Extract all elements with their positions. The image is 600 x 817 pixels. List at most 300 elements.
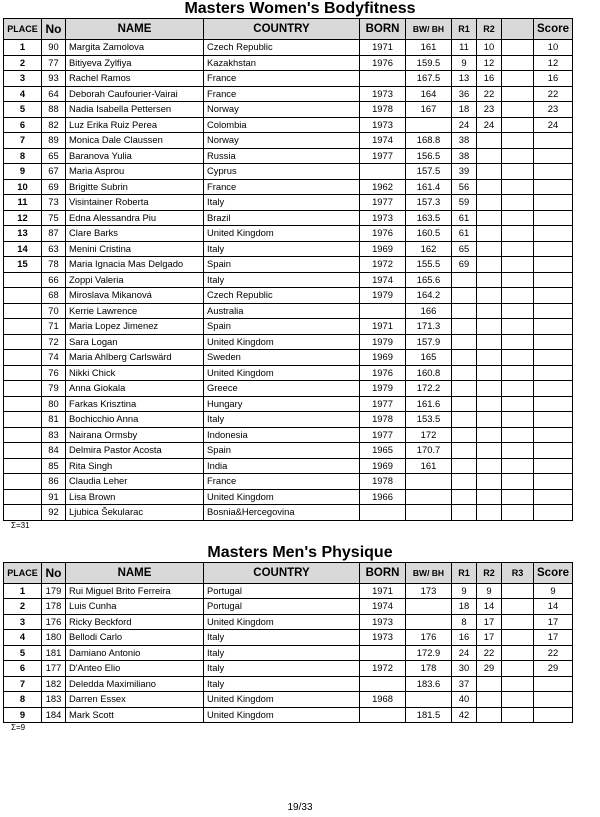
cell-born: 1972: [360, 661, 406, 677]
cell-country: United Kingdom: [204, 692, 360, 708]
cell-bw: 165.6: [406, 272, 452, 288]
cell-name: Rachel Ramos: [66, 71, 204, 87]
table-row: [4, 257, 573, 273]
cell-born: 1977: [360, 427, 406, 443]
cell-place: 8: [4, 692, 42, 708]
cell-r2: [477, 272, 502, 288]
cell-no: 179: [42, 583, 66, 599]
cell-place: 5: [4, 645, 42, 661]
cell-no: 182: [42, 676, 66, 692]
cell-score: [534, 319, 573, 335]
col-header-place: PLACE: [4, 562, 42, 583]
cell-empty: [502, 427, 534, 443]
cell-no: 85: [42, 458, 66, 474]
cell-place: 9: [4, 707, 42, 723]
cell-empty: [502, 71, 534, 87]
cell-name: Brigitte Subrin: [66, 179, 204, 195]
women-table-body: [4, 40, 573, 521]
cell-country: Italy: [204, 195, 360, 211]
cell-country: France: [204, 474, 360, 490]
cell-empty: [502, 630, 534, 646]
cell-score: [534, 164, 573, 180]
cell-country: Italy: [204, 241, 360, 257]
cell-bw: 172: [406, 427, 452, 443]
cell-r1: [452, 319, 477, 335]
cell-score: [534, 148, 573, 164]
cell-place: [4, 334, 42, 350]
cell-score: [534, 257, 573, 273]
cell-name: Bitiyeva Zylfiya: [66, 55, 204, 71]
cell-r2: [477, 489, 502, 505]
cell-r1: [452, 272, 477, 288]
cell-r1: 24: [452, 645, 477, 661]
col-header-born: BORN: [360, 562, 406, 583]
cell-no: 78: [42, 257, 66, 273]
cell-r1: [452, 288, 477, 304]
cell-r1: [452, 489, 477, 505]
cell-place: 1: [4, 583, 42, 599]
cell-r1: 16: [452, 630, 477, 646]
cell-bw: [406, 692, 452, 708]
cell-bw: 181.5: [406, 707, 452, 723]
cell-empty: [502, 117, 534, 133]
cell-score: 10: [534, 40, 573, 56]
cell-place: 8: [4, 148, 42, 164]
cell-score: 24: [534, 117, 573, 133]
cell-name: Ljubica Šekularac: [66, 505, 204, 521]
cell-r1: 65: [452, 241, 477, 257]
cell-name: Bochicchio Anna: [66, 412, 204, 428]
cell-r2: [477, 443, 502, 459]
cell-score: [534, 179, 573, 195]
cell-no: 84: [42, 443, 66, 459]
cell-r2: 10: [477, 40, 502, 56]
cell-r2: 9: [477, 583, 502, 599]
cell-r2: [477, 257, 502, 273]
cell-born: 1973: [360, 86, 406, 102]
cell-country: Russia: [204, 148, 360, 164]
cell-score: 17: [534, 630, 573, 646]
cell-r2: 14: [477, 599, 502, 615]
cell-r1: 24: [452, 117, 477, 133]
cell-country: Italy: [204, 645, 360, 661]
cell-name: Luz Erika Ruiz Perea: [66, 117, 204, 133]
cell-name: Luis Cunha: [66, 599, 204, 615]
table-row: [4, 583, 573, 599]
cell-place: 7: [4, 133, 42, 149]
cell-no: 71: [42, 319, 66, 335]
table-row: [4, 427, 573, 443]
cell-place: 1: [4, 40, 42, 56]
cell-place: [4, 288, 42, 304]
table-row: [4, 458, 573, 474]
cell-empty: [502, 458, 534, 474]
cell-no: 91: [42, 489, 66, 505]
col-header-place: PLACE: [4, 19, 42, 40]
cell-born: [360, 645, 406, 661]
cell-country: Cyprus: [204, 164, 360, 180]
col-header-name: NAME: [66, 562, 204, 583]
cell-r2: 29: [477, 661, 502, 677]
cell-bw: 166: [406, 303, 452, 319]
cell-empty: [502, 179, 534, 195]
cell-no: 74: [42, 350, 66, 366]
cell-score: 22: [534, 86, 573, 102]
cell-no: 86: [42, 474, 66, 490]
cell-score: 29: [534, 661, 573, 677]
cell-country: Bosnia&Hercegovina: [204, 505, 360, 521]
cell-r1: 69: [452, 257, 477, 273]
cell-empty: [502, 396, 534, 412]
cell-score: [534, 443, 573, 459]
men-results-table: [3, 562, 573, 724]
cell-empty: [502, 226, 534, 242]
col-header-r3: R3: [502, 562, 534, 583]
col-header-score: Score: [534, 19, 573, 40]
cell-no: 176: [42, 614, 66, 630]
cell-bw: [406, 117, 452, 133]
cell-place: 15: [4, 257, 42, 273]
cell-r2: [477, 676, 502, 692]
cell-place: 3: [4, 614, 42, 630]
cell-born: 1971: [360, 319, 406, 335]
cell-score: 16: [534, 71, 573, 87]
cell-born: 1976: [360, 226, 406, 242]
cell-r1: [452, 350, 477, 366]
cell-bw: [406, 489, 452, 505]
cell-r1: [452, 412, 477, 428]
cell-country: Spain: [204, 443, 360, 459]
cell-born: 1965: [360, 443, 406, 459]
cell-score: [534, 334, 573, 350]
cell-r2: 17: [477, 614, 502, 630]
cell-bw: 176: [406, 630, 452, 646]
cell-r1: 38: [452, 133, 477, 149]
cell-country: Italy: [204, 412, 360, 428]
cell-bw: 172.2: [406, 381, 452, 397]
cell-r2: [477, 381, 502, 397]
cell-empty: [502, 272, 534, 288]
cell-bw: 157.5: [406, 164, 452, 180]
cell-bw: 164: [406, 86, 452, 102]
table-row: [4, 381, 573, 397]
cell-country: Australia: [204, 303, 360, 319]
table-row: [4, 102, 573, 118]
cell-r1: 38: [452, 148, 477, 164]
cell-score: [534, 195, 573, 211]
cell-born: 1962: [360, 179, 406, 195]
table-row: [4, 614, 573, 630]
cell-name: Baranova Yulia: [66, 148, 204, 164]
cell-bw: 163.5: [406, 210, 452, 226]
cell-empty: [502, 443, 534, 459]
cell-r1: [452, 458, 477, 474]
cell-born: 1977: [360, 396, 406, 412]
cell-born: 1972: [360, 257, 406, 273]
cell-empty: [502, 148, 534, 164]
men-section: [0, 544, 600, 734]
cell-bw: 153.5: [406, 412, 452, 428]
cell-empty: [502, 381, 534, 397]
cell-r2: [477, 427, 502, 443]
cell-born: [360, 505, 406, 521]
cell-bw: 170.7: [406, 443, 452, 459]
cell-empty: [502, 55, 534, 71]
cell-born: 1979: [360, 288, 406, 304]
cell-place: 13: [4, 226, 42, 242]
cell-country: Norway: [204, 133, 360, 149]
cell-country: France: [204, 179, 360, 195]
cell-name: Deledda Maximiliano: [66, 676, 204, 692]
cell-name: Claudia Leher: [66, 474, 204, 490]
cell-empty: [502, 412, 534, 428]
table-row: [4, 599, 573, 615]
cell-place: 5: [4, 102, 42, 118]
cell-r2: [477, 195, 502, 211]
cell-r2: [477, 350, 502, 366]
cell-country: France: [204, 86, 360, 102]
cell-name: Zoppi Valeria: [66, 272, 204, 288]
cell-r1: [452, 474, 477, 490]
cell-born: 1968: [360, 692, 406, 708]
cell-born: 1969: [360, 350, 406, 366]
page-number: 19/33: [287, 802, 313, 813]
table-row: [4, 692, 573, 708]
cell-score: [534, 505, 573, 521]
cell-empty: [502, 40, 534, 56]
cell-bw: 157.3: [406, 195, 452, 211]
cell-score: 9: [534, 583, 573, 599]
table-row: [4, 319, 573, 335]
cell-country: Greece: [204, 381, 360, 397]
cell-score: [534, 210, 573, 226]
cell-r2: 12: [477, 55, 502, 71]
cell-place: [4, 443, 42, 459]
cell-name: Damiano Antonio: [66, 645, 204, 661]
cell-no: 67: [42, 164, 66, 180]
cell-name: Clare Barks: [66, 226, 204, 242]
cell-score: 23: [534, 102, 573, 118]
cell-r2: 16: [477, 71, 502, 87]
cell-place: [4, 458, 42, 474]
col-header-no: No: [42, 19, 66, 40]
cell-bw: 161: [406, 40, 452, 56]
cell-no: 83: [42, 427, 66, 443]
cell-born: 1977: [360, 195, 406, 211]
cell-no: 89: [42, 133, 66, 149]
cell-place: 7: [4, 676, 42, 692]
table-row: [4, 288, 573, 304]
col-header-name: NAME: [66, 19, 204, 40]
cell-bw: 173: [406, 583, 452, 599]
col-header-bw: BW/ BH: [406, 19, 452, 40]
cell-name: Sara Logan: [66, 334, 204, 350]
cell-no: 92: [42, 505, 66, 521]
cell-no: 73: [42, 195, 66, 211]
cell-born: 1973: [360, 210, 406, 226]
table-row: [4, 365, 573, 381]
table-row: [4, 396, 573, 412]
cell-name: Edna Alessandra Piu: [66, 210, 204, 226]
cell-r1: 8: [452, 614, 477, 630]
col-header-born: BORN: [360, 19, 406, 40]
cell-born: 1969: [360, 241, 406, 257]
cell-r1: 30: [452, 661, 477, 677]
col-header-score: Score: [534, 562, 573, 583]
cell-place: [4, 303, 42, 319]
cell-place: [4, 474, 42, 490]
cell-name: Lisa Brown: [66, 489, 204, 505]
cell-born: 1971: [360, 40, 406, 56]
cell-place: 4: [4, 630, 42, 646]
cell-r1: [452, 334, 477, 350]
table-row: [4, 645, 573, 661]
cell-no: 76: [42, 365, 66, 381]
cell-r2: [477, 210, 502, 226]
cell-empty: [502, 599, 534, 615]
cell-no: 72: [42, 334, 66, 350]
cell-empty: [502, 350, 534, 366]
cell-r2: [477, 692, 502, 708]
cell-r2: [477, 179, 502, 195]
cell-bw: 160.8: [406, 365, 452, 381]
cell-bw: 161.4: [406, 179, 452, 195]
cell-bw: 164.2: [406, 288, 452, 304]
cell-country: United Kingdom: [204, 707, 360, 723]
cell-bw: 167: [406, 102, 452, 118]
men-total-count: Σ=9: [11, 723, 26, 732]
col-header-r1: R1: [452, 562, 477, 583]
cell-born: 1978: [360, 412, 406, 428]
cell-name: Miroslava Mikanová: [66, 288, 204, 304]
cell-country: Spain: [204, 319, 360, 335]
cell-bw: [406, 505, 452, 521]
cell-name: Bellodi Carlo: [66, 630, 204, 646]
cell-no: 70: [42, 303, 66, 319]
cell-empty: [502, 676, 534, 692]
cell-name: D'Anteo Elio: [66, 661, 204, 677]
cell-score: [534, 303, 573, 319]
men-header-row: [4, 562, 573, 583]
cell-name: Nairana Ormsby: [66, 427, 204, 443]
cell-r1: 18: [452, 599, 477, 615]
cell-place: [4, 396, 42, 412]
cell-country: Czech Republic: [204, 288, 360, 304]
cell-born: 1969: [360, 458, 406, 474]
cell-r2: [477, 133, 502, 149]
cell-no: 65: [42, 148, 66, 164]
cell-born: [360, 676, 406, 692]
cell-empty: [502, 474, 534, 490]
cell-place: [4, 505, 42, 521]
cell-country: Brazil: [204, 210, 360, 226]
cell-no: 69: [42, 179, 66, 195]
cell-no: 68: [42, 288, 66, 304]
cell-bw: 168.8: [406, 133, 452, 149]
cell-no: 93: [42, 71, 66, 87]
cell-place: [4, 350, 42, 366]
cell-r1: [452, 443, 477, 459]
table-row: [4, 71, 573, 87]
cell-r2: 22: [477, 86, 502, 102]
cell-empty: [502, 195, 534, 211]
table-row: [4, 226, 573, 242]
cell-name: Delmira Pastor Acosta: [66, 443, 204, 459]
cell-empty: [502, 334, 534, 350]
cell-score: [534, 241, 573, 257]
cell-empty: [502, 133, 534, 149]
cell-score: 14: [534, 599, 573, 615]
cell-no: 80: [42, 396, 66, 412]
table-row: [4, 676, 573, 692]
col-header-country: COUNTRY: [204, 562, 360, 583]
cell-country: Sweden: [204, 350, 360, 366]
cell-bw: 162: [406, 241, 452, 257]
cell-r1: 9: [452, 55, 477, 71]
cell-country: France: [204, 71, 360, 87]
cell-place: 6: [4, 661, 42, 677]
cell-born: 1974: [360, 272, 406, 288]
cell-born: 1976: [360, 55, 406, 71]
cell-name: Maria Ignacia Mas Delgado: [66, 257, 204, 273]
cell-score: [534, 288, 573, 304]
women-results-table: [3, 18, 573, 521]
cell-empty: [502, 707, 534, 723]
cell-score: [534, 692, 573, 708]
cell-place: 12: [4, 210, 42, 226]
cell-score: [534, 381, 573, 397]
cell-empty: [502, 164, 534, 180]
cell-bw: 160.5: [406, 226, 452, 242]
cell-country: Kazakhstan: [204, 55, 360, 71]
cell-score: 17: [534, 614, 573, 630]
cell-born: 1973: [360, 630, 406, 646]
cell-place: 9: [4, 164, 42, 180]
table-row: [4, 505, 573, 521]
cell-country: Italy: [204, 272, 360, 288]
cell-empty: [502, 645, 534, 661]
cell-place: [4, 489, 42, 505]
cell-no: 64: [42, 86, 66, 102]
men-table-body: [4, 583, 573, 723]
cell-name: Kerrie Lawrence: [66, 303, 204, 319]
table-row: [4, 303, 573, 319]
cell-r1: 40: [452, 692, 477, 708]
table-row: [4, 86, 573, 102]
cell-born: 1974: [360, 133, 406, 149]
cell-name: Ricky Beckford: [66, 614, 204, 630]
cell-r1: [452, 505, 477, 521]
cell-name: Nikki Chick: [66, 365, 204, 381]
cell-country: United Kingdom: [204, 226, 360, 242]
cell-place: [4, 427, 42, 443]
cell-country: Portugal: [204, 583, 360, 599]
cell-born: 1973: [360, 614, 406, 630]
cell-no: 82: [42, 117, 66, 133]
cell-name: Deborah Caufourier-Vairai: [66, 86, 204, 102]
cell-place: 3: [4, 71, 42, 87]
cell-empty: [502, 505, 534, 521]
cell-born: 1977: [360, 148, 406, 164]
table-row: [4, 272, 573, 288]
cell-r2: [477, 226, 502, 242]
cell-r1: 36: [452, 86, 477, 102]
cell-empty: [502, 365, 534, 381]
cell-no: 77: [42, 55, 66, 71]
women-total-count: Σ=31: [11, 520, 30, 530]
cell-place: [4, 319, 42, 335]
cell-place: 4: [4, 86, 42, 102]
